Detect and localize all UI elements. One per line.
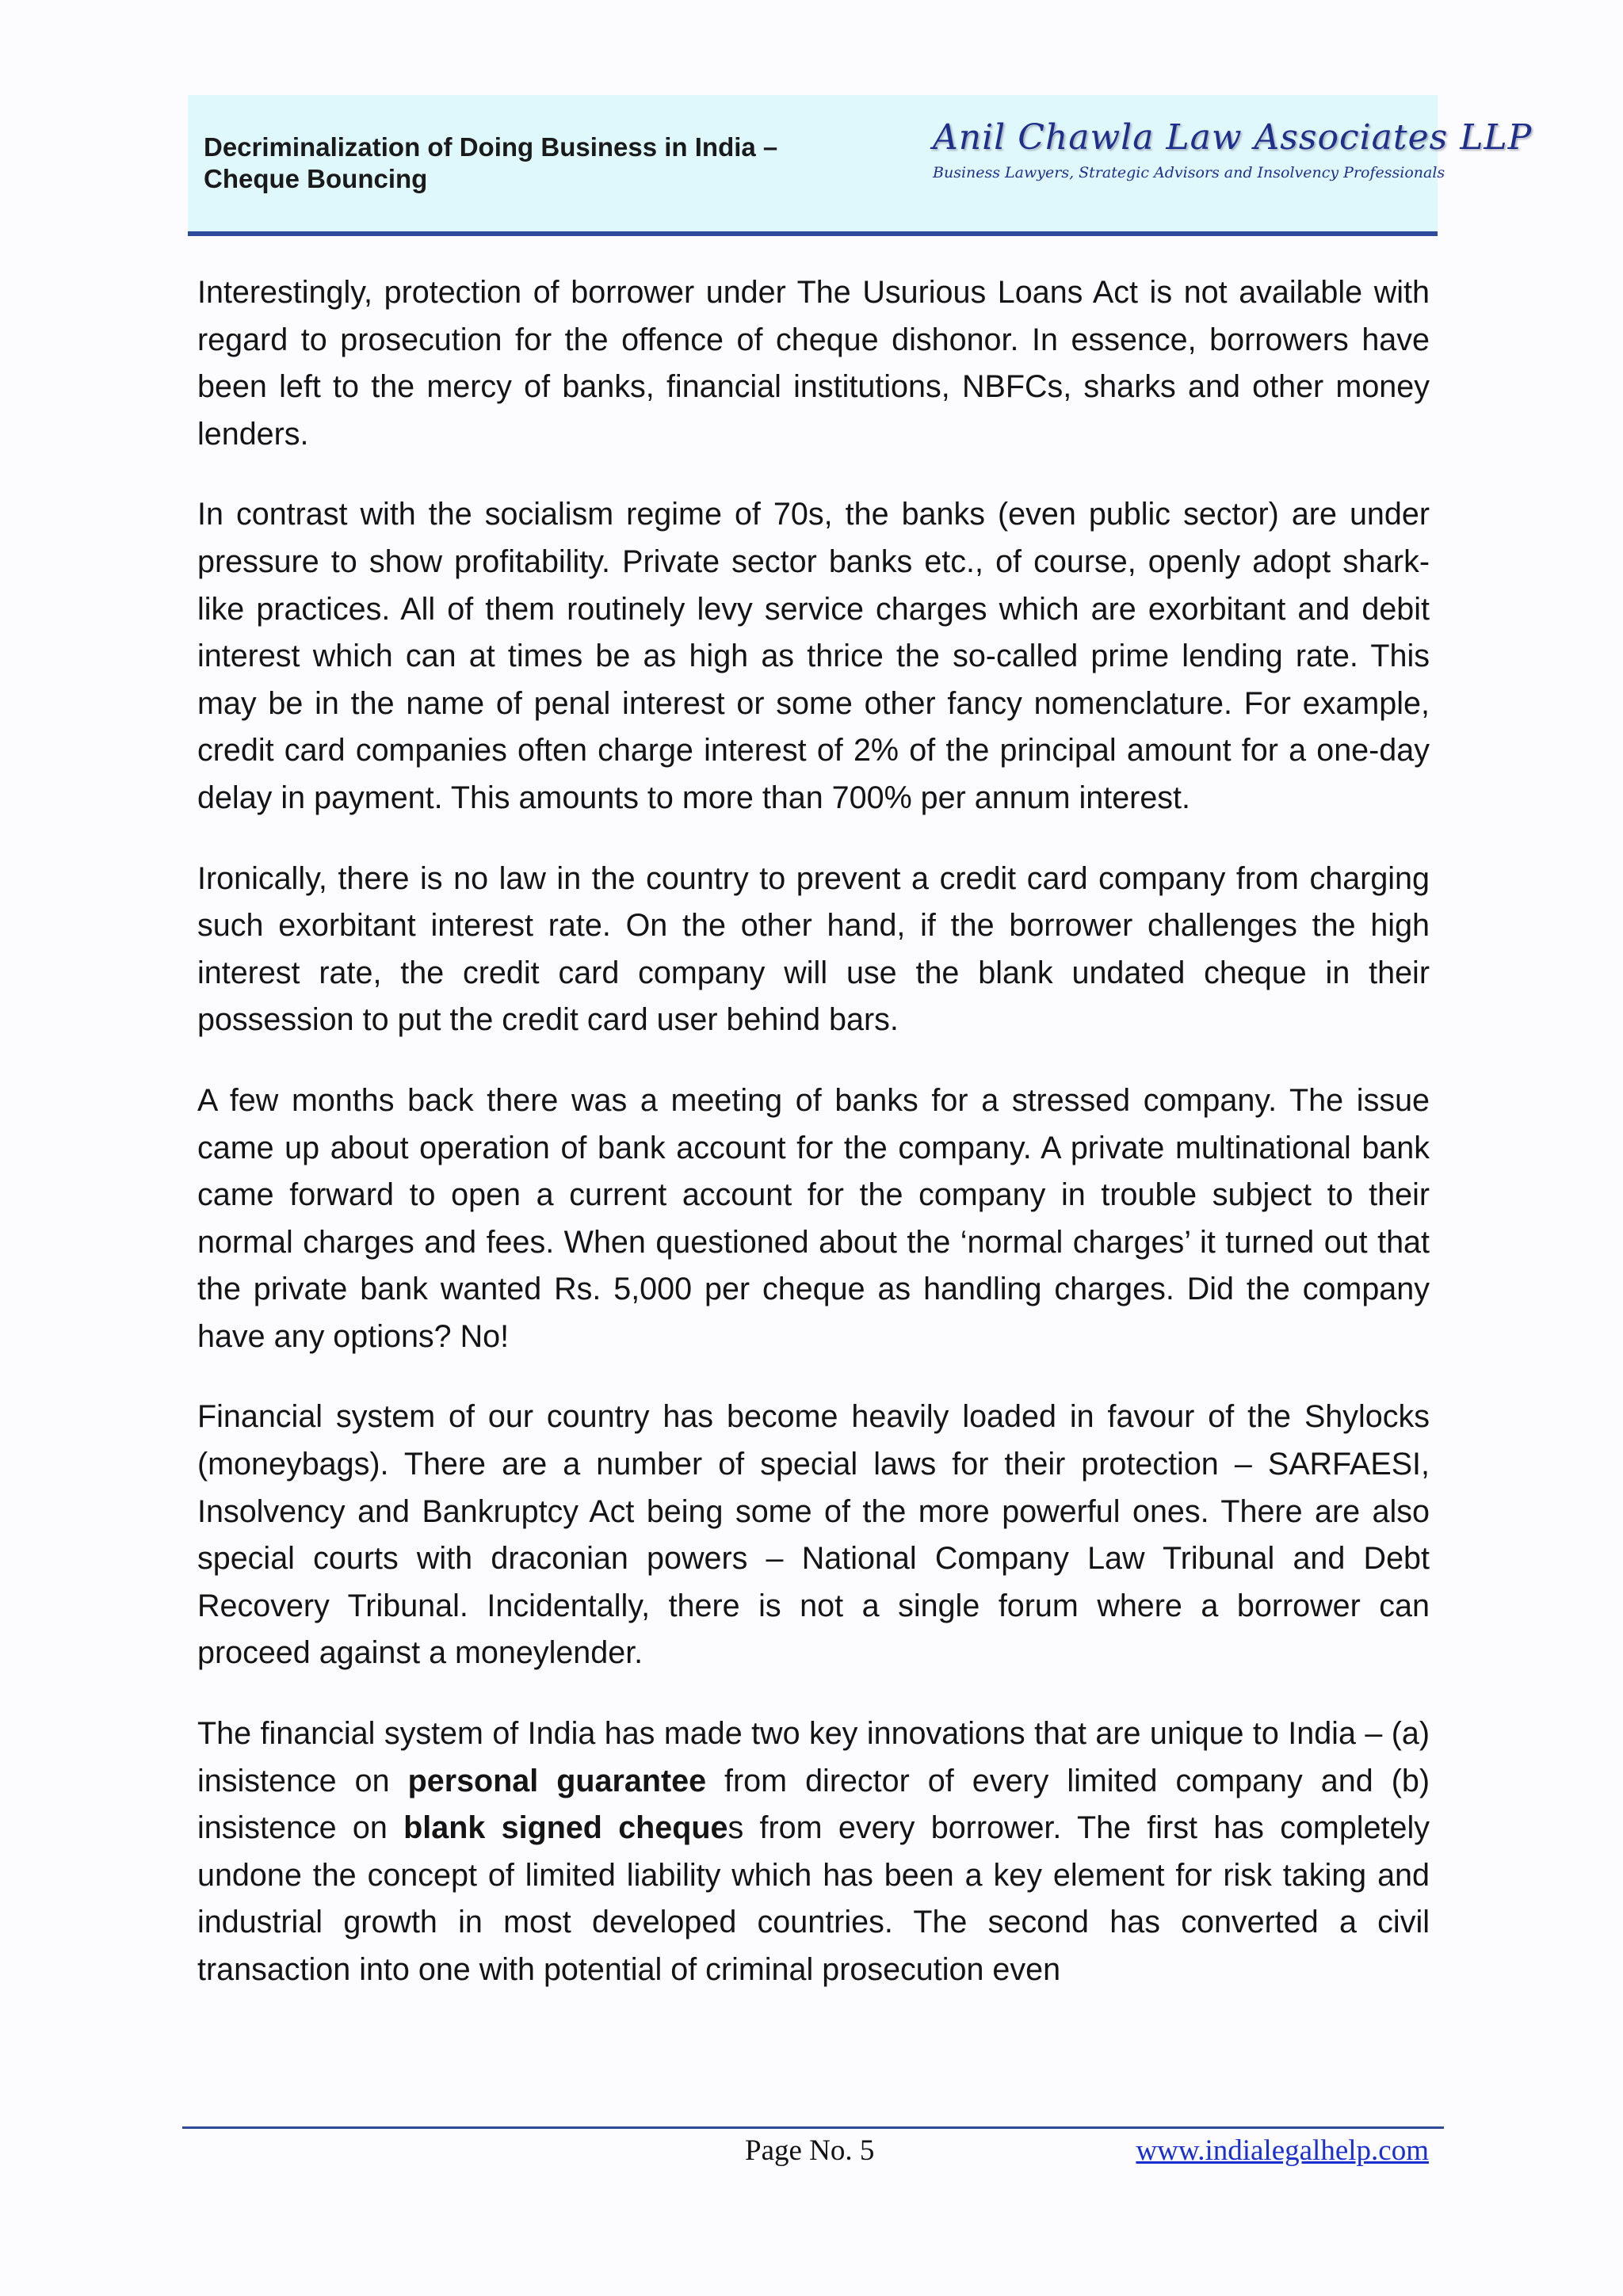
body-text	[197, 269, 1430, 2027]
paragraph-3: Ironically, there is no law in the country to prevent a credit card company from charging such exorbitant interest rate. On the other hand, if the borrower challenges the high interest rate, the credit card company will use the blank undated cheque in their possession to put the credit card user behind bars.	[197, 860, 1430, 1038]
document-title-line-1: Decriminalization of Doing Business in India –	[204, 132, 778, 162]
firm-logo-name: Anil Chawla Law Associates LLP	[933, 117, 1533, 158]
page-number: Page No. 5	[745, 2134, 875, 2167]
firm-logo	[933, 117, 1533, 181]
document-title-line-2: Cheque Bouncing	[204, 164, 428, 193]
paragraph-6-text-e: s from every borrower. The first has completely undone the concept of limited liability which has been a key element for risk taking and industrial growth in most developed countries. The second has converted a civil transaction into one with potential of criminal prosecution even	[197, 1810, 1430, 1987]
paragraph-6	[197, 1711, 1430, 1994]
paragraph-1: Interestingly, protection of borrower under The Usurious Loans Act is not available with regard to prosecution for the offence of cheque dishonor. In essence, borrowers have been left to the mercy of banks, financial institutions, NBFCs, sharks and other money lenders.	[197, 275, 1430, 452]
document-title	[204, 132, 838, 195]
footer-divider	[182, 2126, 1444, 2129]
paragraph-6-text-c: from director of every limited company and (b) insistence on	[197, 1763, 1430, 1846]
firm-logo-tagline: Business Lawyers, Strategic Advisors and Insolvency Professionals	[933, 164, 1445, 181]
paragraph-2: In contrast with the socialism regime of 70s, the banks (even public sector) are under pressure to show profitability. Private sector banks etc., of course, openly adopt shark-like practices. All of them routinely levy service charges which are exorbitant and debit interest which can at times be as high as thrice the so-called prime lending rate. This may be in the name of penal interest or some other fancy nomenclature. For example, credit card companies often charge interest of 2% of the principal amount for a one-day delay in payment. This amounts to more than 700% per annum interest.	[197, 497, 1430, 815]
website-link[interactable]: www.indialegalhelp.com	[1136, 2134, 1429, 2167]
blank-signed-cheque-emphasis: blank signed cheque	[403, 1810, 728, 1846]
paragraph-6-text-a: The financial system of India has made two key innovations that are unique to India – (a) insistence on	[197, 1716, 1430, 1798]
personal-guarantee-emphasis: personal guarantee	[407, 1763, 707, 1798]
paragraph-5: Financial system of our country has become heavily loaded in favour of the Shylocks (moneybags). There are a number of special laws for their protection – SARFAESI, Insolvency and Bankruptcy Act being some of the more powerful ones. There are also special courts with draconian powers – National Company Law Tribunal and Debt Recovery Tribunal. Incidentally, there is not a single forum where a borrower can proceed against a moneylender.	[197, 1399, 1430, 1671]
page-header	[188, 95, 1533, 236]
paragraph-4: A few months back there was a meeting of banks for a stressed company. The issue came up about operation of bank account for the company. A private multinational bank came forward to open a current account for the company in trouble subject to their normal charges and fees. When questioned about the ‘normal charges’ it turned out that the private bank wanted Rs. 5,000 per cheque as handling charges. Did the company have any options? No!	[197, 1082, 1430, 1354]
